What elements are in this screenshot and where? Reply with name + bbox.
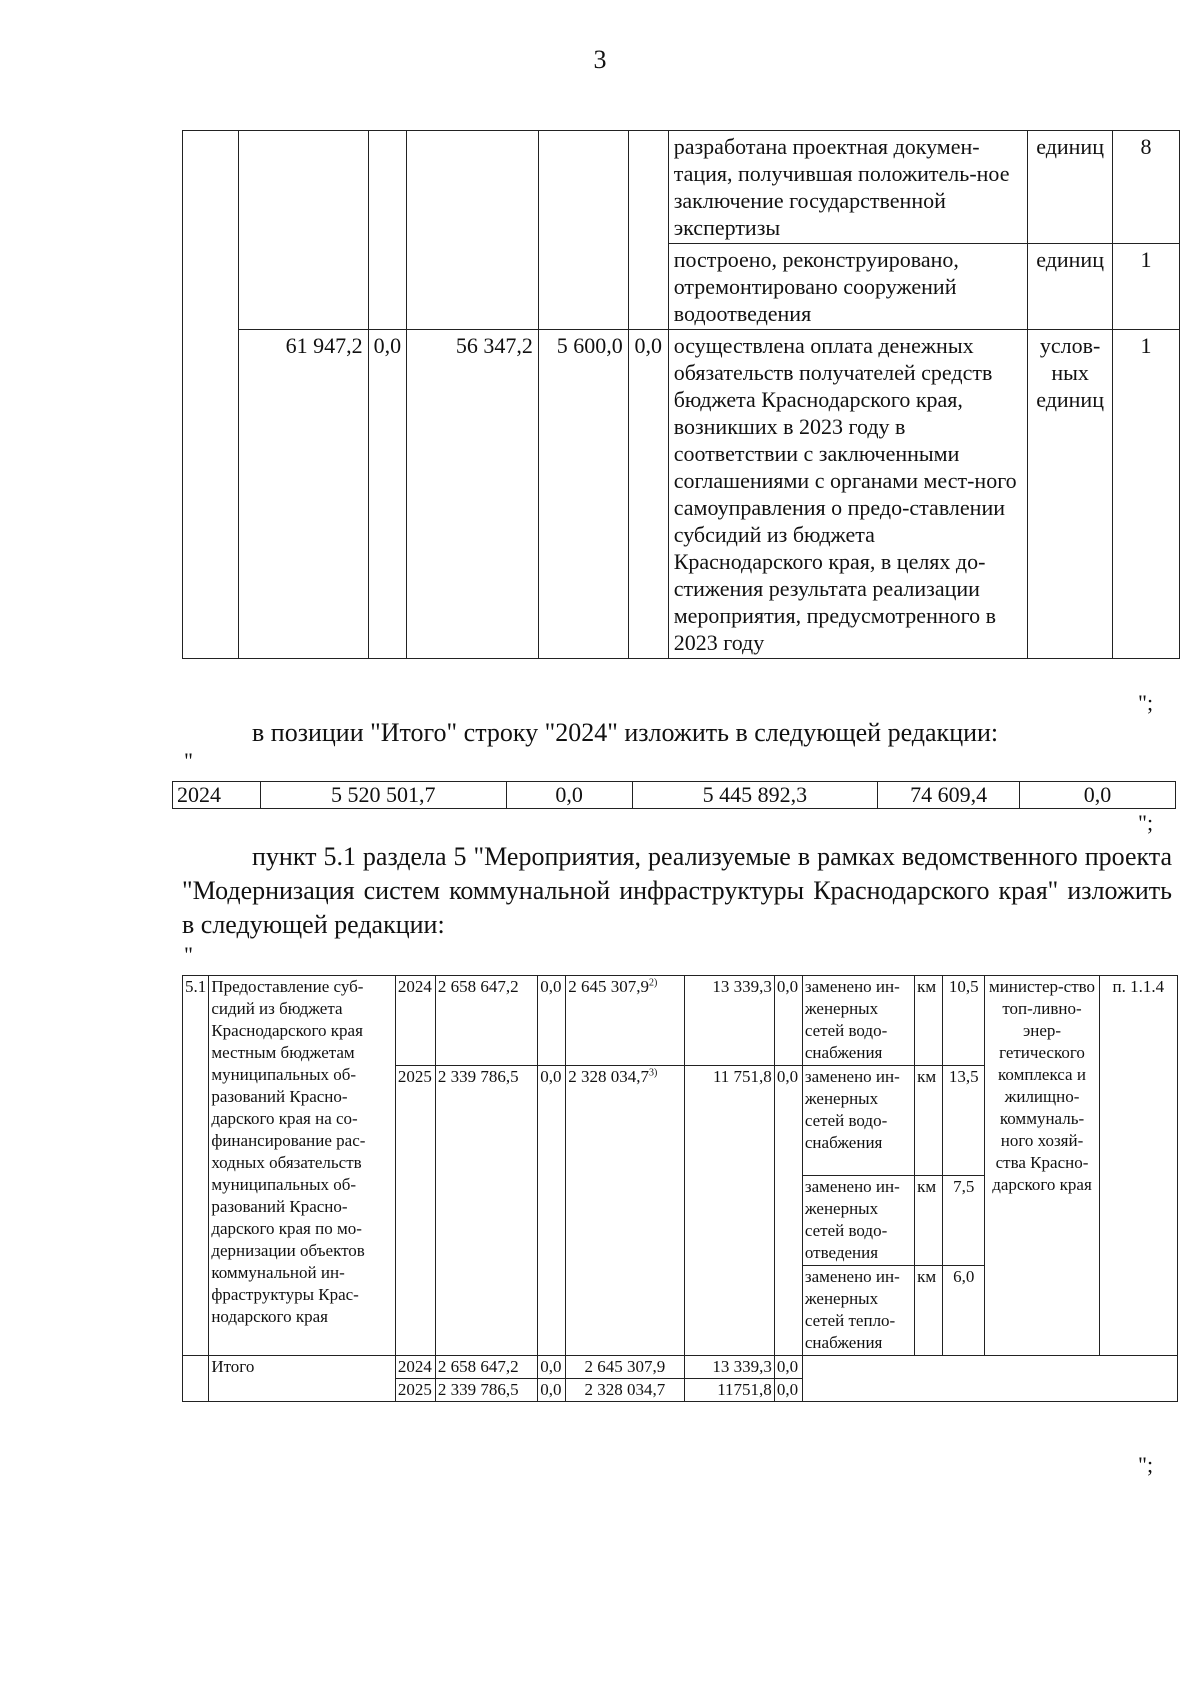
measures-table-continued <box>182 130 1180 659</box>
amount-cell <box>566 976 684 1066</box>
amount-cell: 74 609,4 <box>878 782 1020 809</box>
amount-cell: 5 445 892,3 <box>632 782 878 809</box>
unit-cell: услов-ных единиц <box>1028 330 1113 659</box>
closing-quote: "; <box>1138 690 1154 715</box>
amount-cell: 2 339 786,5 <box>435 1066 537 1356</box>
table-cell <box>238 131 368 330</box>
amount-cell: 56 347,2 <box>407 330 539 659</box>
result-text: разработана проектная докумен-тация, получившая положитель-ное заключение государственной экспертизы <box>668 131 1027 244</box>
amount-cell: 0,0 <box>506 782 632 809</box>
result-text: заменено ин-женерных сетей водо-снабжения <box>802 976 914 1066</box>
amount-cell: 0,0 <box>774 1066 802 1356</box>
amount-value: 2 328 034,7 <box>568 1067 650 1086</box>
amount-cell: 2 658 647,2 <box>435 1356 537 1379</box>
table-cell <box>628 131 668 330</box>
result-text: осуществлена оплата денежных обязательств получателей средств бюджета Краснодарского края, возникших в 2023 году в соответствии с заключенными соглашениями с органами мест-ного самоуправления о предо-ставлении субсидий из бюджета Краснодарского края, в целях до-стижения результата реализации мероприятия, предусмотренного в 2023 году <box>668 330 1027 659</box>
amount-cell: 13 339,3 <box>684 1356 774 1379</box>
table-cell <box>183 1356 209 1402</box>
amount-cell: 2 658 647,2 <box>435 976 537 1066</box>
result-text: заменено ин-женерных сетей водо-снабжения <box>802 1066 914 1176</box>
value-cell: 8 <box>1113 131 1180 244</box>
closing-quote: "; <box>1138 810 1154 835</box>
amount-cell: 0,0 <box>774 976 802 1066</box>
measure-name: Предоставление суб-сидий из бюджета Краснодарского края местным бюджетам муниципальных об-разований Красно-дарского края на со-финансирование рас-ходных обязательств муниципальных об-разований Красно-дарского края по мо-дернизации объектов коммунальной ин-фраструктуры Крас-нодарского края <box>209 976 396 1356</box>
amount-value: 2 645 307,9 <box>568 977 650 996</box>
amount-cell: 11751,8 <box>684 1379 774 1402</box>
result-text: заменено ин-женерных сетей водо-отведения <box>802 1176 914 1266</box>
unit-cell: единиц <box>1028 131 1113 244</box>
value-cell: 10,5 <box>943 976 985 1066</box>
total-cell: 61 947,2 <box>238 330 368 659</box>
table-cell <box>538 131 628 330</box>
instruction-text: пункт 5.1 раздела 5 "Мероприятия, реализуемые в рамках ведомственного проекта "Модернизация систем коммунальной инфраструктуры Краснодарского края" изложить в следующей редакции: <box>182 842 1172 939</box>
amount-cell: 2 645 307,9 <box>566 1356 684 1379</box>
amount-cell <box>566 1066 684 1356</box>
reference-cell: п. 1.1.4 <box>1099 976 1177 1356</box>
table-cell <box>802 1356 1177 1402</box>
instruction-text: в позиции "Итого" строку "2024" изложить в следующей редакции: <box>252 718 999 747</box>
amount-cell: 0,0 <box>774 1356 802 1379</box>
table-cell <box>183 131 239 659</box>
unit-cell: км <box>915 976 943 1066</box>
footnote-mark: 3) <box>649 1067 658 1079</box>
item-number: 5.1 <box>183 976 209 1356</box>
opening-quote: " <box>184 942 193 967</box>
amount-cell: 5 600,0 <box>538 330 628 659</box>
year-cell: 2024 <box>173 782 261 809</box>
executor-cell: министер-ство топ-ливно-энер-гетического комплекса и жилищно-коммуналь-ного хозяй-ства Красно-дарского края <box>985 976 1099 1356</box>
amount-cell: 0,0 <box>774 1379 802 1402</box>
page-number: 3 <box>593 45 607 74</box>
amount-cell: 11 751,8 <box>684 1066 774 1356</box>
amount-cell: 2 339 786,5 <box>435 1379 537 1402</box>
year-cell: 2025 <box>395 1066 435 1356</box>
amount-cell: 0,0 <box>1020 782 1176 809</box>
value-cell: 1 <box>1113 244 1180 330</box>
amount-cell: 0,0 <box>628 330 668 659</box>
amount-cell: 13 339,3 <box>684 976 774 1066</box>
year-cell: 2025 <box>395 1379 435 1402</box>
value-cell: 1 <box>1113 330 1180 659</box>
amount-cell: 0,0 <box>538 1379 566 1402</box>
unit-cell: единиц <box>1028 244 1113 330</box>
opening-quote: " <box>184 748 193 773</box>
value-cell: 7,5 <box>943 1176 985 1266</box>
closing-quote: "; <box>1138 1452 1154 1477</box>
unit-cell: км <box>915 1266 943 1356</box>
table-row <box>173 782 1176 809</box>
table-cell <box>407 131 539 330</box>
footnote-mark: 2) <box>649 977 658 989</box>
amount-cell: 0,0 <box>538 1066 566 1356</box>
table-row <box>183 330 1180 659</box>
value-cell: 13,5 <box>943 1066 985 1176</box>
amount-cell: 5 520 501,7 <box>260 782 506 809</box>
unit-cell: км <box>915 1066 943 1176</box>
table-row <box>183 1356 1178 1379</box>
totals-row-table <box>172 781 1176 809</box>
table-row <box>183 976 1178 1066</box>
unit-cell: км <box>915 1176 943 1266</box>
amount-cell: 2 328 034,7 <box>566 1379 684 1402</box>
result-text: заменено ин-женерных сетей тепло-снабжения <box>802 1266 914 1356</box>
amount-cell: 0,0 <box>368 330 407 659</box>
totals-label: Итого <box>209 1356 396 1402</box>
amount-cell: 0,0 <box>538 976 566 1066</box>
result-text: построено, реконструировано, отремонтировано сооружений водоотведения <box>668 244 1027 330</box>
table-row <box>183 131 1180 244</box>
measure-5-1-table <box>182 975 1178 1402</box>
value-cell: 6,0 <box>943 1266 985 1356</box>
year-cell: 2024 <box>395 976 435 1066</box>
amount-cell: 0,0 <box>538 1356 566 1379</box>
year-cell: 2024 <box>395 1356 435 1379</box>
table-cell <box>368 131 407 330</box>
